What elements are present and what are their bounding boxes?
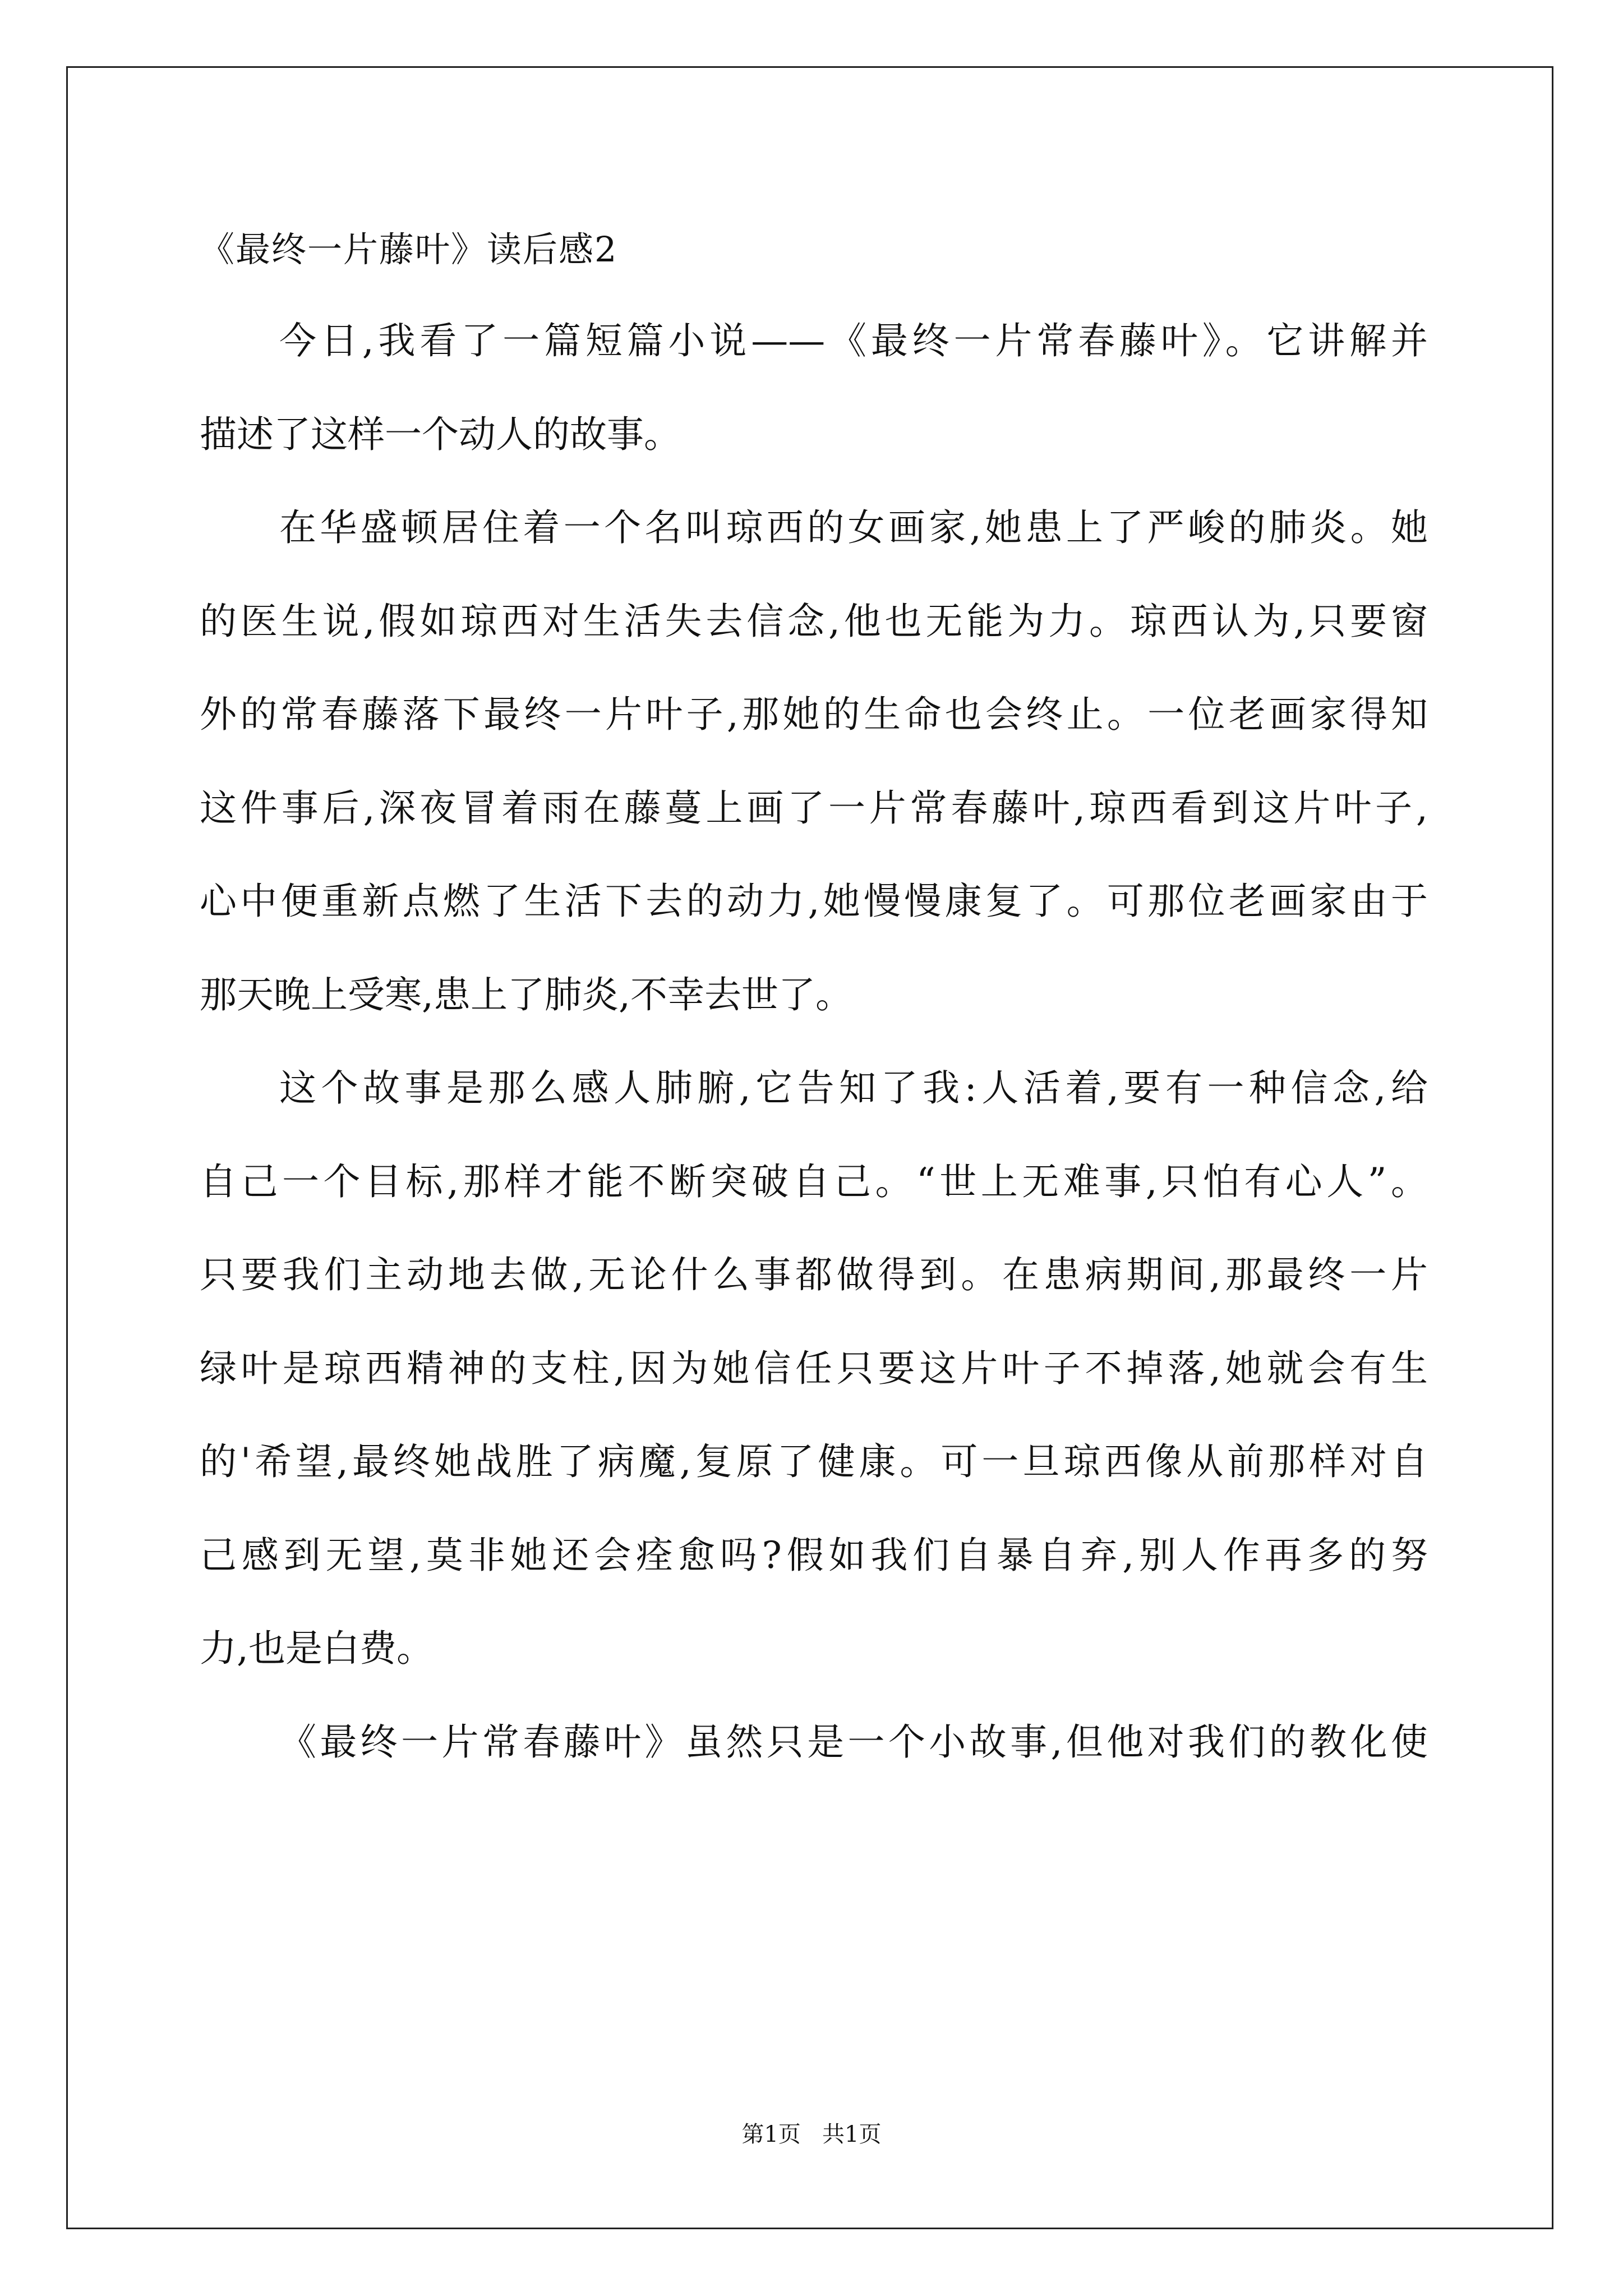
paragraph-line: 只要我们主动地去做,无论什么事都做得到。在患病期间,那最终一片: [200, 1253, 1428, 1296]
paragraph-line: 力,也是白费。: [200, 1627, 434, 1670]
paragraph-line: 《最终一片常春藤叶》虽然只是一个小故事,但他对我们的教化使: [279, 1720, 1428, 1764]
paragraph-line: 绿叶是琼西精神的支柱,因为她信任只要这片叶子不掉落,她就会有生: [200, 1346, 1428, 1390]
paragraph-line: 这件事后,深夜冒着雨在藤蔓上画了一片常春藤叶,琼西看到这片叶子,: [200, 786, 1428, 830]
paragraph-3: [200, 1042, 1428, 1696]
document-body: [200, 205, 1428, 1789]
paragraph-line: 外的常春藤落下最终一片叶子,那她的生命也会终止。一位老画家得知: [200, 693, 1428, 736]
paragraph-line: 这个故事是那么感人肺腑,它告知了我:人活着,要有一种信念,给: [279, 1066, 1428, 1110]
paragraph-4: [200, 1696, 1428, 1789]
paragraph-1: [200, 295, 1428, 481]
paragraph-line: 描述了这样一个动人的故事。: [200, 412, 681, 456]
paragraph-line: 心中便重新点燃了生活下去的动力,她慢慢康复了。可那位老画家由于: [200, 880, 1428, 923]
paragraph-line: 己感到无望,莫非她还会痊愈吗?假如我们自暴自弃,别人作再多的努: [200, 1533, 1428, 1577]
document-title: 《最终一片藤叶》读后感2: [200, 229, 618, 270]
paragraph-line: 今日,我看了一篇短篇小说——《最终一片常春藤叶》。它讲解并: [279, 319, 1428, 362]
page-footer: 第1页 共1页: [741, 2122, 882, 2147]
paragraph-line: 自己一个目标,那样才能不断突破自己。“世上无难事,只怕有心人”。: [200, 1159, 1428, 1203]
paragraph-line: 的医生说,假如琼西对生活失去信念,他也无能为力。琼西认为,只要窗: [200, 599, 1428, 643]
paragraph-2: [200, 481, 1428, 1042]
paragraph-line: 的'希望,最终她战胜了病魔,复原了健康。可一旦琼西像从前那样对自: [200, 1440, 1428, 1483]
paragraph-line: 那天晚上受寒,患上了肺炎,不幸去世了。: [200, 973, 852, 1016]
paragraph-line: 在华盛顿居住着一个名叫琼西的女画家,她患上了严峻的肺炎。她: [279, 506, 1428, 549]
